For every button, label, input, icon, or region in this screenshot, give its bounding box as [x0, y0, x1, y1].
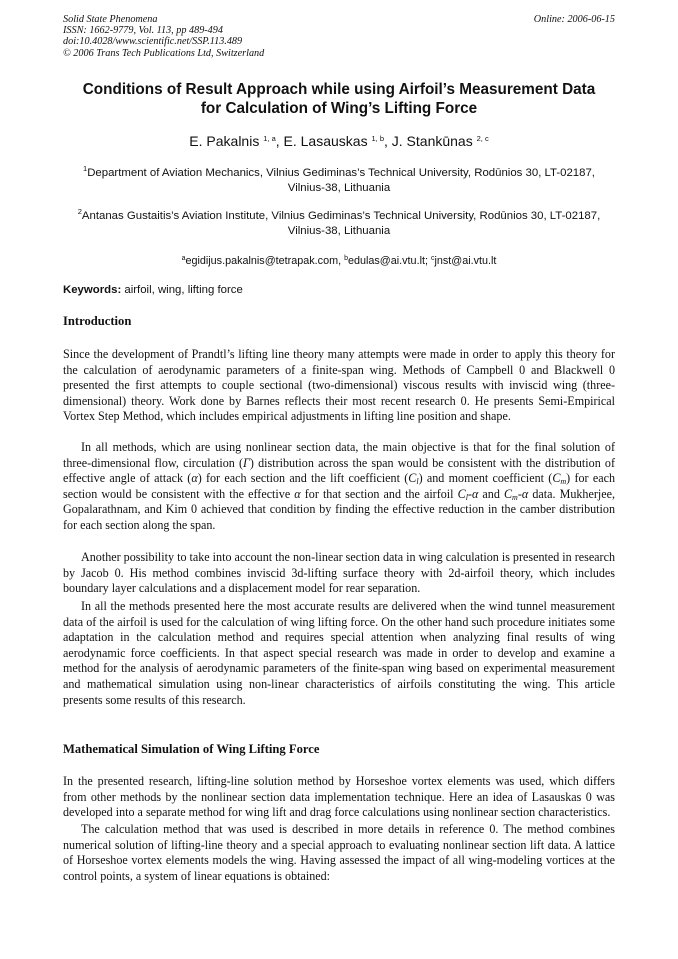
symbol-alpha: α	[191, 471, 198, 486]
paragraph-simulation-2: The calculation method that was used is described in more details in reference 0. The method combines numerical solution of lifting-line theory and a special approach to evaluating nonlinear section lift data. A lattice of Horseshoe vortex elements models the wing. Having assessed the impact of all wing-modeling vortices at the control points, a system of linear equations is obtained:	[63, 822, 615, 883]
title-line-2: for Calculation of Wing’s Lifting Force	[200, 100, 478, 117]
author-separator: ,	[275, 133, 284, 149]
symbol-alpha: α	[471, 486, 479, 501]
running-header	[63, 14, 615, 59]
author-affiliation-mark: 2, c	[476, 134, 489, 143]
author-affiliation-mark: 1, b	[371, 134, 384, 143]
affiliation-number: 1	[83, 164, 88, 173]
symbol-cm: C	[503, 486, 513, 501]
symbol-gamma: Γ	[243, 455, 250, 470]
affiliation-2	[63, 209, 615, 239]
author-name: J. Stankūnas	[391, 133, 473, 149]
email-link[interactable]: jnst@ai.vtu.lt	[434, 255, 497, 267]
affiliation-number: 2	[77, 207, 82, 216]
author-name: E. Lasauskas	[283, 133, 368, 149]
paragraph-simulation-1: In the presented research, lifting-line solution method by Horseshoe vortex elements was used, which differs from other methods by the nonlinear section data implementation technique. Here an idea of Lasauskas 0 was developed into a separate method for wing lift and drag force calculations using nonlinear section characteristics.	[63, 774, 615, 820]
symbol-alpha: α	[294, 486, 301, 501]
affiliation-text: Department of Aviation Mechanics, Vilnius Gediminas’s Technical University, Rodūnios 30, LT-02187, Vilnius-38, Lithuania	[87, 167, 595, 194]
online-date: Online: 2006-06-15	[533, 14, 615, 25]
journal-name: Solid State Phenomena	[63, 14, 158, 25]
author-name: E. Pakalnis	[189, 133, 260, 149]
symbol-cm: C	[552, 471, 561, 486]
paragraph-intro-2: In all methods, which are using nonlinear section data, the main objective is that for the final solution of three-dimensional flow, circulation (Γ) distribution across the span would be consistent with the distribution of effective angle of attack (α) for each section and the lift coefficient $(C_l)$ and moment coefficient $(C_m)$ for each section would be consistent with the effective α for that section and the airfoil $C_l-\alpha$ and $C_m-\alpha$ data. Mukherjee, Gopalarathnam, and Kim 0 achieved that condition by finding the effective reduction in the camber distribution for each section along the span.	[63, 440, 616, 532]
keywords-line	[63, 283, 615, 298]
copyright-line: © 2006 Trans Tech Publications Ltd, Switzerland	[63, 47, 265, 59]
email-mark: b	[344, 255, 348, 262]
paragraph-intro-4: In all the methods presented here the most accurate results are delivered when the wind tunnel measurement data of the airfoil is used for the calculation of wing lifting force. On the other hand such procedure initiates some adaptation in the calculation method and requires special attention when analyzing final results of wing aerodynamic force coefficients. In that aspect special research was made in order to develop and examine a method for the analysis of aerodynamic parameters of the finite-span wing based on experimental measurement and mathematical simulation using non-linear characteristics of airfoils constituting the wing. This article presents some results of this research.	[63, 599, 615, 707]
affiliation-1	[63, 166, 615, 196]
section-heading-simulation: Mathematical Simulation of Wing Lifting Force	[63, 742, 320, 756]
title-line-1: Conditions of Result Approach while using Airfoil’s Measurement Data	[82, 81, 596, 98]
author-separator: ,	[384, 133, 392, 149]
email-link[interactable]: egidijus.pakalnis@tetrapak.com	[185, 255, 339, 267]
email-mark: a	[181, 255, 186, 262]
section-heading-introduction: Introduction	[63, 314, 132, 328]
paragraph-intro-3: Another possibility to take into account the non-linear section data in wing calculation is presented in research by Jacob 0. His method combines inviscid 3d-lifting surface theory with 2d-airfoil theory, which includes boundary layer calculations and a displacement model for rear separation.	[63, 550, 615, 596]
email-list: $^a$egidijus.pakalnis@tetrapak.com, $^b$edulas@ai.vtu.lt; $^c$jnst@ai.vtu.lt	[181, 255, 497, 267]
keywords-label: Keywords:	[63, 284, 122, 296]
author-list	[60, 132, 618, 150]
symbol-cl: C	[408, 471, 417, 486]
doi-line: doi:10.4028/www.scientific.net/SSP.113.489	[63, 36, 243, 48]
affiliation-text: Antanas Gustaitis’s Aviation Institute, Vilnius Gediminas’s Technical University, Rodūnios 30, LT-02187, Vilnius-38, Lithuania	[81, 210, 601, 237]
email-mark: c	[430, 255, 435, 262]
symbol-cl: C	[457, 486, 466, 501]
paper-title	[60, 80, 618, 118]
symbol-alpha: α	[521, 486, 529, 501]
issn-line: ISSN: 1662-9779, Vol. 113, pp 489-494	[63, 25, 223, 37]
paragraph-intro-1: Since the development of Prandtl’s lifting line theory many attempts were made in order to apply this theory for the calculation of aerodynamic parameters of a finite-span wing. Methods of Campbell 0 and Blackwell 0 presented the first attempts to couple sectional (two-dimensional) viscous results with inviscid wing (three-dimensional) theory. Work done by Barnes reflects their most recent research 0. He presents Semi-Empirical Vortex Step Method, which includes empirical adjustments in lifting line position and shape.	[63, 347, 615, 424]
keywords-text: airfoil, wing, lifting force	[121, 284, 243, 296]
email-link[interactable]: edulas@ai.vtu.lt	[347, 255, 425, 267]
author-affiliation-mark: 1, a	[263, 134, 276, 143]
